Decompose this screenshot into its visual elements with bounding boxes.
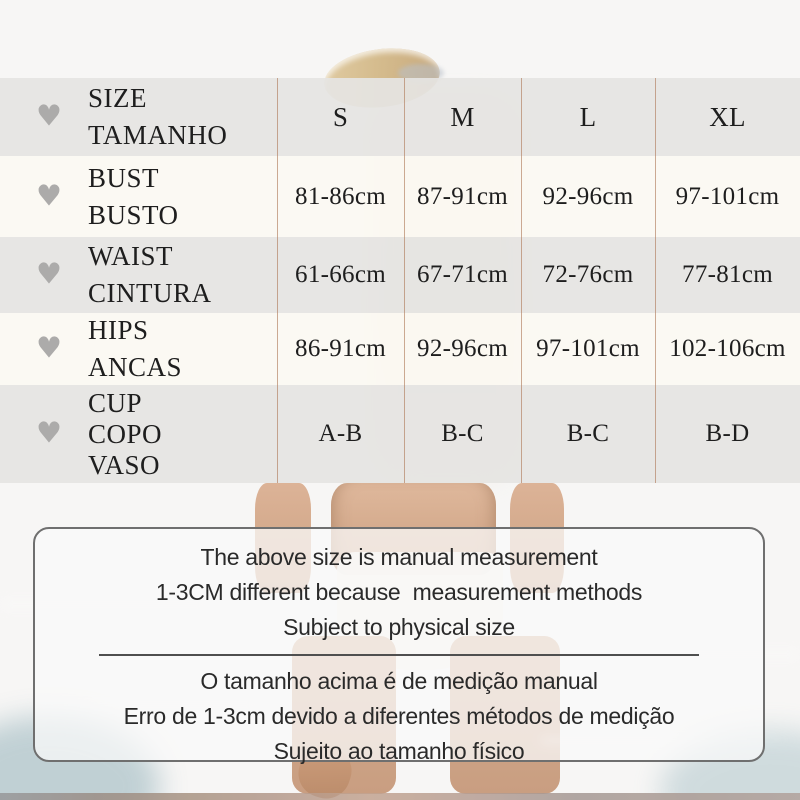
hips-m: 92-96cm: [417, 335, 508, 362]
bust-xl: 97-101cm: [675, 182, 780, 210]
table-row-cup: [0, 385, 800, 483]
bottom-photo-edge: [0, 793, 800, 800]
row-label-pt: ANCAS: [88, 352, 183, 382]
row-label-pt: TAMANHO: [88, 120, 228, 150]
hips-xl: 102-106cm: [669, 335, 786, 362]
row-label-pt2: VASO: [88, 449, 161, 480]
note-line-en-3: Subject to physical size: [283, 614, 515, 640]
row-label-pt: BUSTO: [88, 199, 179, 230]
waist-s: 61-66cm: [295, 261, 386, 288]
column-divider: [521, 78, 522, 483]
heart-icon: ♥: [36, 177, 62, 212]
row-label-en: HIPS: [88, 315, 149, 345]
note-line-pt-1: O tamanho acima é de medição manual: [200, 668, 598, 694]
column-header-m: M: [450, 101, 475, 132]
row-label: [0, 388, 162, 481]
row-label-pt: COPO: [88, 418, 163, 449]
table-row-waist: [0, 237, 800, 313]
row-label-en: WAIST: [88, 241, 173, 271]
hips-s: 86-91cm: [295, 335, 386, 362]
table-row-size: [0, 78, 800, 156]
row-label-en: CUP: [88, 387, 143, 418]
row-label: [0, 238, 212, 312]
column-header-xl: XL: [709, 101, 746, 132]
heart-icon: ♥: [36, 415, 62, 450]
note-divider-line: [99, 654, 699, 656]
row-label: [0, 312, 182, 386]
hips-l: 97-101cm: [536, 335, 640, 362]
bust-m: 87-91cm: [417, 182, 508, 210]
row-label-en: SIZE: [88, 83, 147, 113]
measurement-note-box: [33, 527, 765, 762]
column-divider: [277, 78, 278, 483]
heart-icon: ♥: [36, 98, 62, 133]
note-line-pt-2: Erro de 1-3cm devido a diferentes métodos de medição: [123, 703, 675, 729]
column-header-l: L: [579, 101, 597, 132]
heart-icon: ♥: [36, 330, 62, 365]
row-label: [0, 160, 179, 234]
waist-m: 67-71cm: [417, 261, 508, 288]
note-line-en-2: 1-3CM different because measurement methods: [155, 579, 643, 605]
row-label-pt: CINTURA: [88, 278, 212, 308]
bust-s: 81-86cm: [295, 182, 386, 210]
column-divider: [404, 78, 405, 483]
column-divider: [655, 78, 656, 483]
column-header-s: S: [332, 101, 349, 132]
table-row-bust: [0, 156, 800, 237]
bust-l: 92-96cm: [542, 182, 634, 210]
heart-icon: ♥: [36, 256, 62, 291]
cup-m: B-C: [441, 420, 484, 447]
cup-l: B-C: [566, 420, 610, 447]
cup-s: A-B: [318, 420, 363, 447]
cup-xl: B-D: [705, 420, 750, 447]
row-label: [0, 80, 227, 154]
note-line-en-1: The above size is manual measurement: [200, 544, 598, 570]
table-row-hips: [0, 313, 800, 385]
waist-xl: 77-81cm: [682, 261, 773, 288]
row-label-en: BUST: [88, 162, 160, 193]
waist-l: 72-76cm: [542, 261, 634, 288]
note-line-pt-3: Sujeito ao tamanho físico: [273, 738, 525, 764]
